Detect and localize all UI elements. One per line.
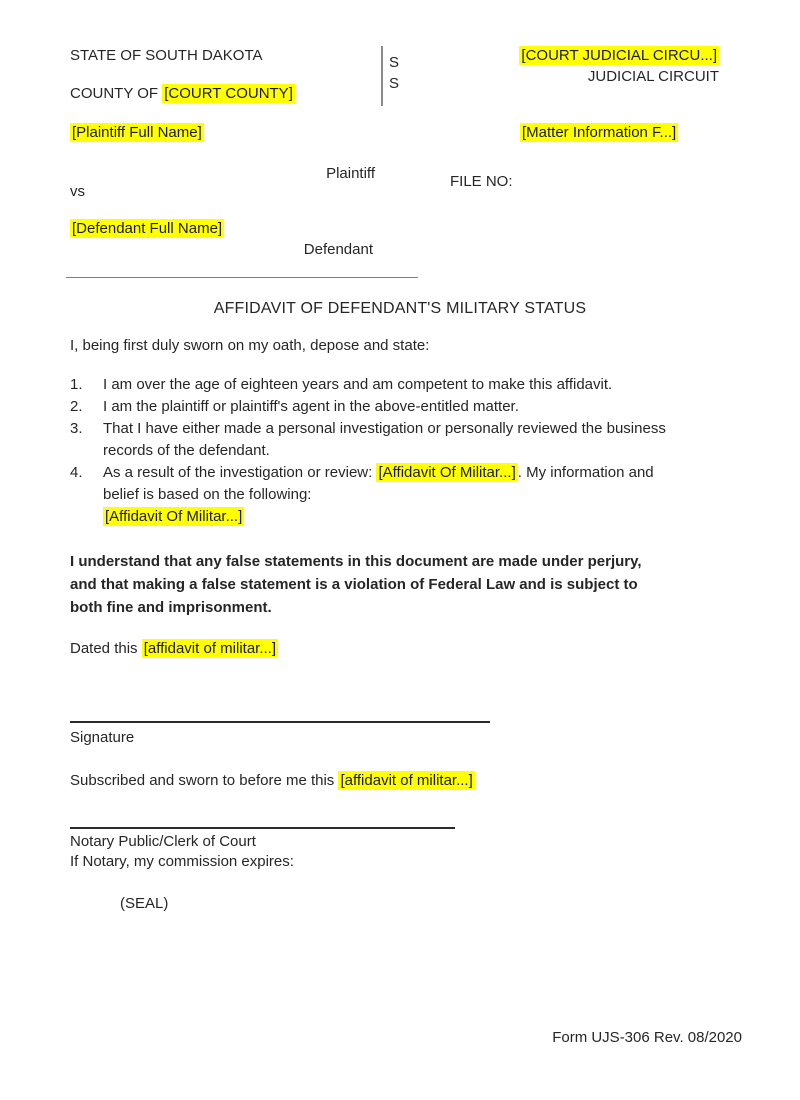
list-item-3	[70, 418, 735, 462]
perjury-paragraph	[70, 550, 760, 619]
vs-label: vs	[70, 183, 85, 200]
military-status-field-inline[interactable]: [Affidavit Of Militar...]	[378, 464, 516, 481]
perjury-line2: and that making a false statement is a violation of Federal Law and is subject to	[70, 576, 638, 593]
matter-field[interactable]: [Matter Information F...]	[522, 124, 677, 141]
list-item-3-line1: That I have either made a personal investigation or personally reviewed the business	[103, 420, 666, 437]
plaintiff-field[interactable]: [Plaintiff Full Name]	[72, 124, 202, 141]
defendant-field[interactable]: [Defendant Full Name]	[72, 220, 223, 237]
state-heading: STATE OF SOUTH DAKOTA	[70, 47, 263, 64]
list-item-3-number: 3.	[70, 420, 83, 437]
perjury-line3: both fine and imprisonment.	[70, 599, 272, 616]
plaintiff-label: Plaintiff	[326, 165, 375, 182]
defendant-field-line	[70, 220, 224, 239]
notary-label: Notary Public/Clerk of Court	[70, 833, 256, 850]
list-item-4-line1	[103, 462, 735, 484]
dated-prefix: Dated this	[70, 640, 142, 657]
file-no-label: FILE NO:	[450, 173, 513, 190]
defendant-label: Defendant	[303, 241, 373, 258]
dated-line	[70, 640, 278, 659]
county-field[interactable]: [COURT COUNTY]	[164, 85, 293, 102]
scilicet-divider	[381, 46, 383, 106]
intro-line: I, being first duly sworn on my oath, depose and state:	[70, 337, 430, 354]
military-status-field-block[interactable]: [Affidavit Of Militar...]	[105, 508, 243, 525]
list-item-1	[70, 374, 735, 396]
plaintiff-field-line	[70, 124, 204, 143]
caption-rule	[66, 277, 418, 278]
signature-rule	[70, 721, 490, 723]
judicial-circuit-label: JUDICIAL CIRCUIT	[587, 68, 719, 85]
subscribed-prefix: Subscribed and sworn to before me this	[70, 772, 339, 789]
list-item-4-after: . My information and	[517, 464, 654, 481]
signature-label: Signature	[70, 729, 135, 746]
circuit-field-line	[400, 47, 719, 66]
notary-rule	[70, 827, 455, 829]
list-item-3-line2: records of the defendant.	[103, 442, 270, 459]
list-item-4-line2: belief is based on the following:	[103, 486, 312, 503]
scilicet-s-top: S	[389, 54, 400, 71]
document-title: AFFIDAVIT OF DEFENDANT'S MILITARY STATUS	[213, 300, 587, 317]
commission-label: If Notary, my commission expires:	[70, 853, 294, 870]
numbered-list	[70, 374, 735, 528]
circuit-field[interactable]: [COURT JUDICIAL CIRCU...]	[521, 47, 717, 64]
subscribed-line	[70, 772, 475, 791]
list-item-4-line3	[103, 506, 735, 528]
list-item-4	[70, 462, 735, 528]
county-line	[70, 85, 295, 104]
list-item-2-number: 2.	[70, 398, 83, 415]
list-item-2	[70, 396, 735, 418]
matter-field-line	[520, 124, 678, 143]
scilicet-s-bottom: S	[389, 75, 400, 92]
list-item-4-text	[103, 462, 735, 528]
subscribed-date-field[interactable]: [affidavit of militar...]	[340, 772, 473, 789]
county-prefix: COUNTY OF	[70, 85, 163, 102]
form-number-footer: Form UJS-306 Rev. 08/2020	[552, 1029, 742, 1046]
list-item-2-text: I am the plaintiff or plaintiff's agent in the above-entitled matter.	[103, 398, 519, 415]
dated-date-field[interactable]: [affidavit of militar...]	[143, 640, 276, 657]
list-item-1-text: I am over the age of eighteen years and am competent to make this affidavit.	[103, 376, 613, 393]
scilicet-ss	[389, 52, 399, 94]
perjury-line1: I understand that any false statements in this document are made under perjury,	[70, 553, 642, 570]
list-item-3-text	[103, 418, 735, 462]
list-item-4-number: 4.	[70, 464, 83, 481]
list-item-4-before: As a result of the investigation or review:	[103, 464, 377, 481]
list-item-1-number: 1.	[70, 376, 83, 393]
seal-label: (SEAL)	[120, 895, 169, 912]
